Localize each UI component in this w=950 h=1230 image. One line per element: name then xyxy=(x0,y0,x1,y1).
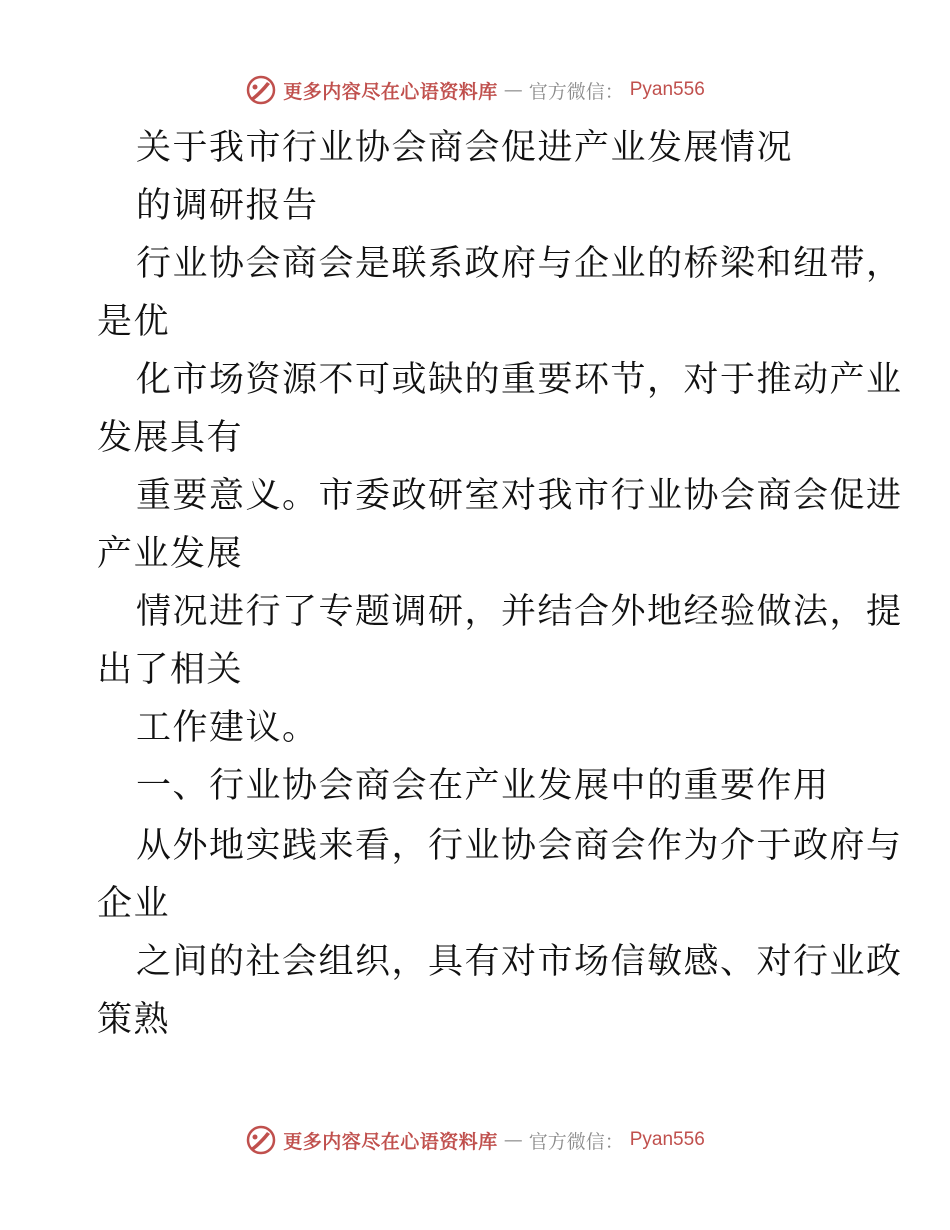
text-line: 企业 xyxy=(97,884,171,924)
watermark-text: 更多内容尽在心语资料库 xyxy=(283,1130,498,1153)
pen-logo-icon xyxy=(245,1124,277,1156)
footer-watermark xyxy=(0,1123,950,1157)
text-line: 重要意义。市委政研室对我市行业协会商会促进 xyxy=(136,476,903,516)
title-line-2: 的调研报告 xyxy=(136,186,319,226)
watermark-wechat-id: Pyan556 xyxy=(629,79,705,100)
text-line: 是优 xyxy=(97,302,171,342)
watermark-wechat-label: 官方微信： xyxy=(528,1130,624,1153)
watermark-separator: — xyxy=(503,1129,523,1151)
text-line: 出了相关 xyxy=(97,650,244,690)
watermark-wechat-id: Pyan556 xyxy=(629,1129,705,1150)
pen-logo-icon xyxy=(245,74,277,106)
watermark-separator: — xyxy=(503,79,523,101)
text-line: 从外地实践来看，行业协会商会作为介于政府与 xyxy=(136,826,903,866)
text-line: 产业发展 xyxy=(97,534,244,574)
text-line: 化市场资源不可或缺的重要环节，对于推动产业 xyxy=(136,360,903,400)
header-watermark xyxy=(0,73,950,107)
title-line-1: 关于我市行业协会商会促进产业发展情况 xyxy=(136,128,794,168)
text-line: 工作建议。 xyxy=(136,708,319,748)
watermark-wechat-label: 官方微信： xyxy=(528,80,624,103)
text-line: 行业协会商会是联系政府与企业的桥梁和纽带， xyxy=(136,244,903,284)
section-heading: 一、行业协会商会在产业发展中的重要作用 xyxy=(136,766,830,806)
text-line: 情况进行了专题调研，并结合外地经验做法，提 xyxy=(136,592,903,632)
watermark-text: 更多内容尽在心语资料库 xyxy=(283,80,498,103)
text-line: 策熟 xyxy=(97,1000,171,1040)
text-line: 之间的社会组织，具有对市场信敏感、对行业政 xyxy=(136,942,903,982)
text-line: 发展具有 xyxy=(97,418,244,458)
